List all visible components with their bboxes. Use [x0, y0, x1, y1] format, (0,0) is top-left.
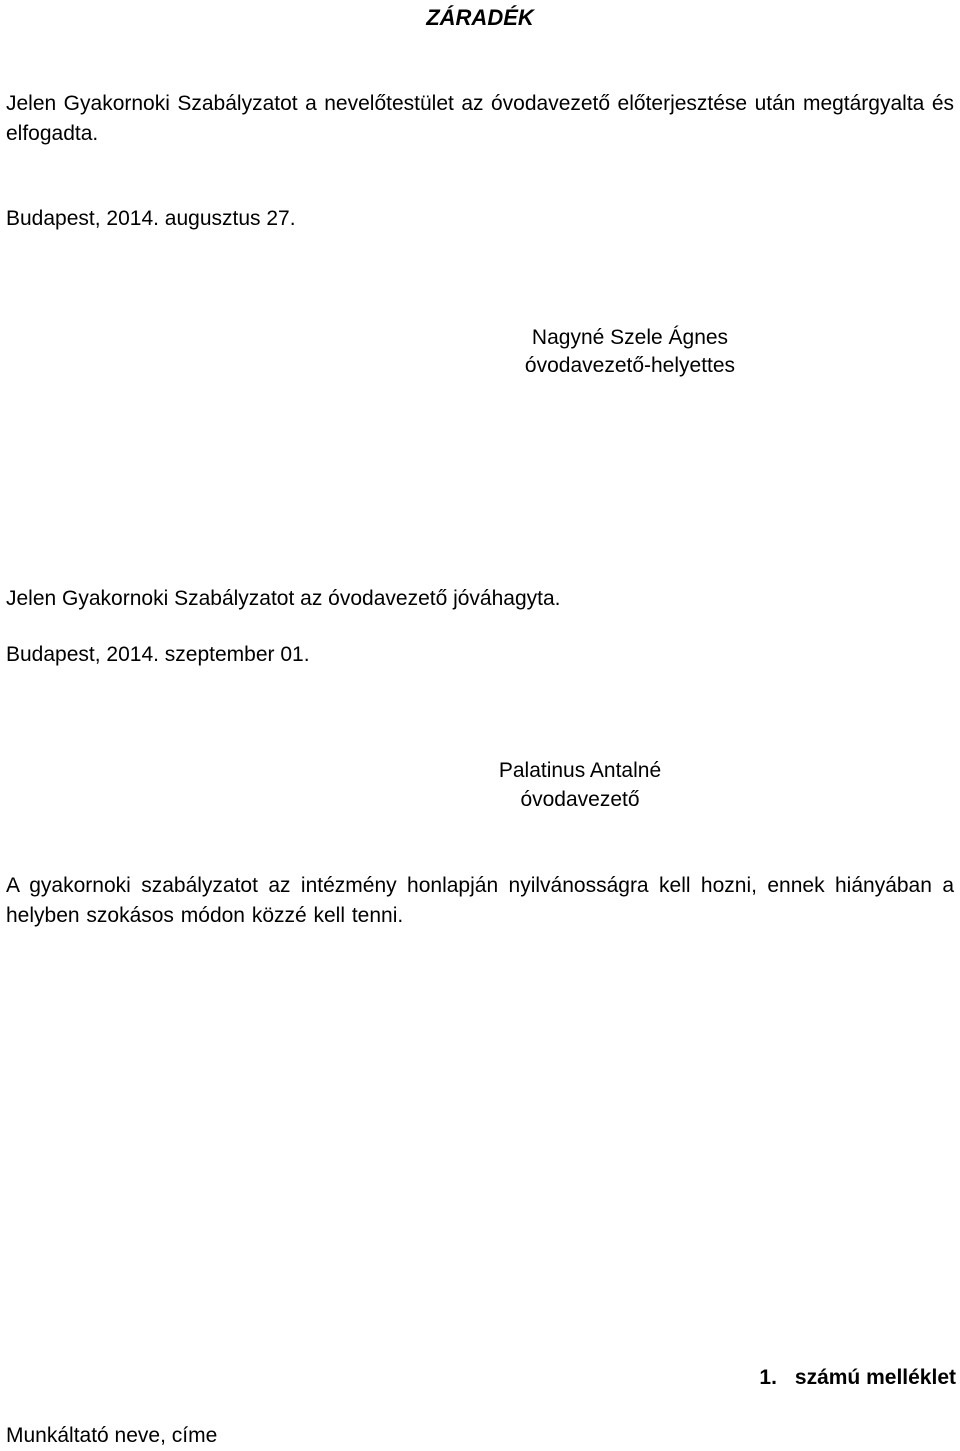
- approval-statement: Jelen Gyakornoki Szabályzatot az óvodavezető jóváhagyta.: [6, 587, 561, 610]
- employer-name-address-line: Munkáltató neve, címe: [6, 1424, 218, 1447]
- adoption-statement: Jelen Gyakornoki Szabályzatot a nevelőtestület az óvodavezető előterjesztése után megtárgyalta és elfogadta.: [6, 92, 954, 145]
- adoption-signatory-role: óvodavezető-helyettes: [524, 354, 736, 377]
- annex-label: számú melléklet: [794, 1366, 956, 1389]
- adoption-place-date: Budapest, 2014. augusztus 27.: [6, 207, 296, 230]
- document-title: ZÁRADÉK: [426, 5, 534, 30]
- approval-signatory-role: óvodavezető: [520, 788, 640, 811]
- approval-signatory-name: Palatinus Antalné: [498, 759, 662, 782]
- annex-number: 1.: [759, 1366, 777, 1389]
- adoption-signatory-name: Nagyné Szele Ágnes: [531, 326, 729, 349]
- approval-place-date: Budapest, 2014. szeptember 01.: [6, 643, 310, 666]
- publication-note: A gyakornoki szabályzatot az intézmény honlapján nyilvánosságra kell hozni, ennek hiányában a helyben szokásos módon közzé kell tenni.: [6, 874, 954, 927]
- annex-heading: [759, 1363, 956, 1393]
